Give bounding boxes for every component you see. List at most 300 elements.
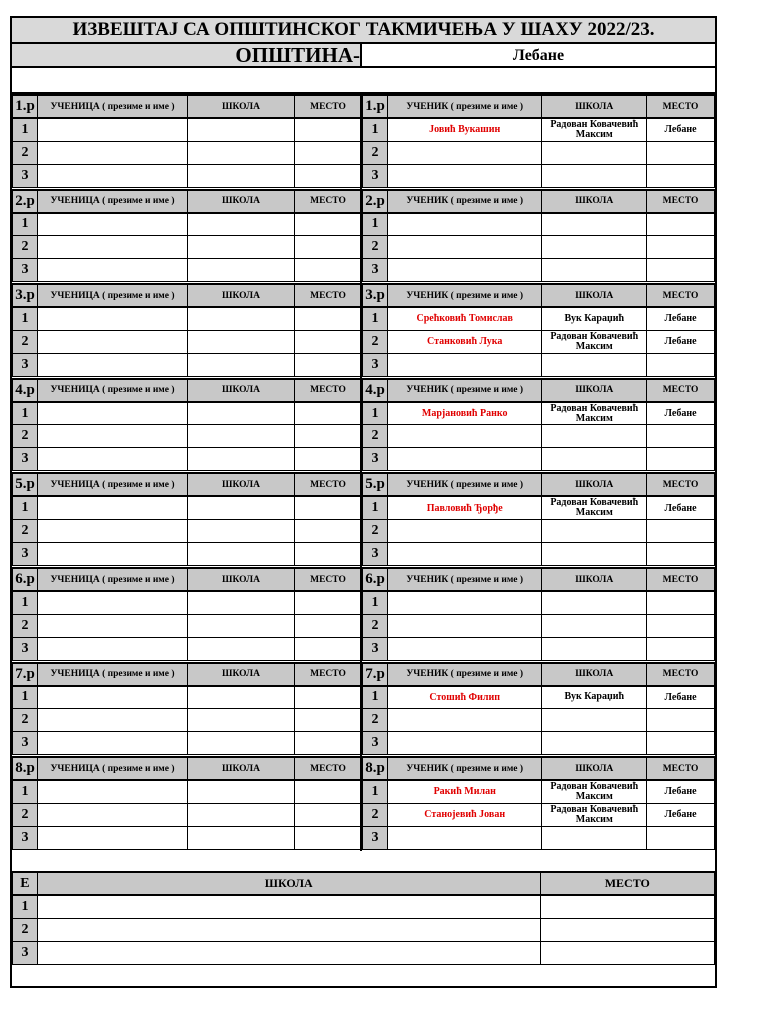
school-cell <box>542 164 647 187</box>
school-cell <box>542 519 647 542</box>
row-number: 1 <box>13 686 38 709</box>
place-cell <box>295 448 362 471</box>
grade-label: 2.р <box>363 190 388 213</box>
column-divider <box>360 189 362 284</box>
table-row <box>13 496 362 519</box>
municipality-label: ОПШТИНА- <box>12 44 362 68</box>
name-header: УЧЕНИЦА ( презиме и име ) <box>38 757 188 780</box>
place-header: МЕСТО <box>295 95 362 118</box>
school-cell <box>188 353 295 376</box>
place-cell <box>647 637 715 660</box>
table-row <box>363 519 715 542</box>
right-results-table <box>362 94 715 188</box>
place-cell <box>647 614 715 637</box>
municipality-value: Лебане <box>362 44 715 68</box>
place-cell <box>295 353 362 376</box>
place-cell <box>647 591 715 614</box>
place-cell <box>295 686 362 709</box>
row-number: 2 <box>13 236 38 259</box>
place-cell <box>647 448 715 471</box>
school-cell <box>188 732 295 755</box>
table-row <box>13 732 362 755</box>
table-row <box>363 732 715 755</box>
right-results-table <box>362 567 715 661</box>
place-header: МЕСТО <box>647 663 715 686</box>
row-number: 2 <box>363 803 388 826</box>
table-row <box>363 425 715 448</box>
student-name-cell <box>387 448 541 471</box>
place-header: МЕСТО <box>295 190 362 213</box>
table-row <box>13 895 715 918</box>
student-name-cell <box>387 542 541 565</box>
row-number: 3 <box>363 164 388 187</box>
place-cell <box>295 637 362 660</box>
right-results-table <box>362 756 715 850</box>
school-cell <box>188 164 295 187</box>
student-name-cell <box>38 591 188 614</box>
team-place-cell <box>540 941 714 964</box>
name-header: УЧЕНИК ( презиме и име ) <box>387 190 541 213</box>
place-cell: Лебане <box>647 330 715 353</box>
place-header: МЕСТО <box>295 473 362 496</box>
place-header: МЕСТО <box>647 568 715 591</box>
table-row <box>13 259 362 282</box>
place-cell <box>295 425 362 448</box>
student-name-cell <box>38 141 188 164</box>
school-cell: Радован Ковачевић Максим <box>542 402 647 425</box>
table-row <box>13 519 362 542</box>
school-cell <box>542 591 647 614</box>
header-row <box>363 190 715 213</box>
header-row <box>363 379 715 402</box>
grade-block <box>12 94 715 188</box>
school-cell <box>188 780 295 803</box>
report-sheet <box>10 16 717 988</box>
student-name-cell <box>387 732 541 755</box>
table-row <box>363 637 715 660</box>
school-cell <box>542 448 647 471</box>
grade-block <box>12 378 715 472</box>
place-cell <box>295 803 362 826</box>
student-name-cell <box>387 236 541 259</box>
grade-label: 3.р <box>363 284 388 307</box>
left-results-table <box>12 189 362 283</box>
row-number: 3 <box>13 259 38 282</box>
place-cell <box>295 213 362 236</box>
row-number: 3 <box>13 448 38 471</box>
column-divider <box>360 378 362 473</box>
name-header: УЧЕНИК ( презиме и име ) <box>387 473 541 496</box>
grade-label: 6.р <box>13 568 38 591</box>
row-number: 3 <box>13 542 38 565</box>
row-number: 3 <box>13 353 38 376</box>
row-number: 3 <box>363 542 388 565</box>
school-cell <box>542 637 647 660</box>
row-number: 2 <box>363 236 388 259</box>
school-header: ШКОЛА <box>188 663 295 686</box>
team-header-row <box>13 872 715 895</box>
school-header: ШКОЛА <box>542 95 647 118</box>
place-header: МЕСТО <box>647 190 715 213</box>
row-number: 3 <box>363 826 388 849</box>
student-name-cell <box>387 826 541 849</box>
grade-block <box>12 662 715 756</box>
grade-block <box>12 189 715 283</box>
row-number: 3 <box>13 637 38 660</box>
table-row <box>363 826 715 849</box>
place-cell: Лебане <box>647 118 715 141</box>
row-number: 1 <box>363 307 388 330</box>
team-label: Е <box>13 872 38 895</box>
student-name-cell <box>38 330 188 353</box>
table-row <box>13 330 362 353</box>
student-name-cell <box>387 353 541 376</box>
student-name-cell <box>38 425 188 448</box>
place-header: МЕСТО <box>647 473 715 496</box>
school-cell <box>188 803 295 826</box>
school-header: ШКОЛА <box>542 284 647 307</box>
school-cell <box>188 709 295 732</box>
grade-label: 4.р <box>13 379 38 402</box>
table-row <box>363 591 715 614</box>
place-cell <box>295 732 362 755</box>
table-row <box>13 918 715 941</box>
column-divider <box>360 567 362 662</box>
place-cell <box>647 709 715 732</box>
place-cell: Лебане <box>647 496 715 519</box>
grade-label: 8.р <box>363 757 388 780</box>
place-header: МЕСТО <box>295 568 362 591</box>
table-row <box>363 496 715 519</box>
team-school-cell <box>37 895 540 918</box>
header-row <box>13 95 362 118</box>
row-number: 1 <box>363 118 388 141</box>
place-cell <box>647 353 715 376</box>
table-row <box>363 118 715 141</box>
student-name-cell <box>38 307 188 330</box>
place-cell: Лебане <box>647 686 715 709</box>
student-name-cell <box>38 826 188 849</box>
student-name-cell <box>38 542 188 565</box>
place-cell: Лебане <box>647 780 715 803</box>
row-number: 2 <box>13 614 38 637</box>
place-cell <box>647 826 715 849</box>
left-results-table <box>12 378 362 472</box>
school-header: ШКОЛА <box>188 284 295 307</box>
school-cell <box>188 542 295 565</box>
grade-label: 8.р <box>13 757 38 780</box>
place-cell <box>295 614 362 637</box>
student-name-cell <box>38 213 188 236</box>
student-name-cell <box>387 614 541 637</box>
table-row <box>13 164 362 187</box>
place-cell <box>295 330 362 353</box>
row-number: 3 <box>363 259 388 282</box>
school-cell: Вук Караџић <box>542 686 647 709</box>
place-header: МЕСТО <box>295 757 362 780</box>
place-cell <box>647 213 715 236</box>
row-number: 2 <box>13 425 38 448</box>
grade-block <box>12 756 715 850</box>
row-number: 2 <box>363 425 388 448</box>
row-number: 1 <box>363 213 388 236</box>
student-name-cell <box>38 709 188 732</box>
school-cell <box>188 118 295 141</box>
table-row <box>13 637 362 660</box>
student-name-cell <box>387 591 541 614</box>
table-row <box>13 614 362 637</box>
table-row <box>363 353 715 376</box>
table-row <box>363 236 715 259</box>
place-cell <box>295 402 362 425</box>
header-row <box>363 757 715 780</box>
report-title: ИЗВЕШТАЈ СА ОПШТИНСКОГ ТАКМИЧЕЊА У ШАХУ 2022/23. <box>12 18 715 44</box>
school-cell <box>188 213 295 236</box>
student-name-cell: Стошић Филип <box>387 686 541 709</box>
row-number: 3 <box>363 637 388 660</box>
table-row <box>13 826 362 849</box>
table-row <box>13 542 362 565</box>
grade-label: 7.р <box>363 663 388 686</box>
student-name-cell: Станковић Лука <box>387 330 541 353</box>
left-results-table <box>12 567 362 661</box>
student-name-cell <box>38 353 188 376</box>
header-row <box>13 663 362 686</box>
table-row <box>363 330 715 353</box>
header-row <box>13 379 362 402</box>
table-row <box>13 686 362 709</box>
header-row <box>13 284 362 307</box>
student-name-cell <box>387 519 541 542</box>
row-number: 2 <box>13 803 38 826</box>
school-cell <box>542 141 647 164</box>
student-name-cell <box>387 637 541 660</box>
student-name-cell <box>38 637 188 660</box>
school-cell <box>542 425 647 448</box>
school-header: ШКОЛА <box>542 190 647 213</box>
name-header: УЧЕНИЦА ( презиме и име ) <box>38 379 188 402</box>
header-row <box>13 190 362 213</box>
student-name-cell <box>38 780 188 803</box>
place-cell <box>295 307 362 330</box>
grade-block <box>12 472 715 566</box>
school-header: ШКОЛА <box>188 95 295 118</box>
team-table <box>12 871 715 965</box>
table-row <box>363 402 715 425</box>
row-number: 2 <box>13 141 38 164</box>
spacer-row <box>12 68 715 94</box>
school-cell <box>542 732 647 755</box>
row-number: 3 <box>13 826 38 849</box>
school-header: ШКОЛА <box>542 757 647 780</box>
name-header: УЧЕНИЦА ( презиме и име ) <box>38 473 188 496</box>
table-row <box>363 213 715 236</box>
table-row <box>13 118 362 141</box>
header-row <box>363 663 715 686</box>
student-name-cell: Марјановић Ранко <box>387 402 541 425</box>
team-school-cell <box>37 941 540 964</box>
grade-label: 5.р <box>13 473 38 496</box>
place-cell <box>647 259 715 282</box>
student-name-cell <box>387 213 541 236</box>
grade-label: 7.р <box>13 663 38 686</box>
row-number: 1 <box>363 402 388 425</box>
name-header: УЧЕНИК ( презиме и име ) <box>387 379 541 402</box>
row-number: 2 <box>13 709 38 732</box>
name-header: УЧЕНИК ( презиме и име ) <box>387 757 541 780</box>
student-name-cell <box>38 164 188 187</box>
student-name-cell <box>387 425 541 448</box>
name-header: УЧЕНИЦА ( презиме и име ) <box>38 568 188 591</box>
table-row <box>363 259 715 282</box>
student-name-cell <box>38 118 188 141</box>
row-number: 1 <box>13 307 38 330</box>
column-divider <box>360 472 362 567</box>
student-name-cell: Срећковић Томислав <box>387 307 541 330</box>
name-header: УЧЕНИК ( презиме и име ) <box>387 663 541 686</box>
student-name-cell <box>38 402 188 425</box>
row-number: 3 <box>13 732 38 755</box>
table-row <box>363 141 715 164</box>
school-cell <box>188 141 295 164</box>
place-cell <box>647 141 715 164</box>
school-cell <box>542 709 647 732</box>
place-cell <box>295 236 362 259</box>
school-header: ШКОЛА <box>542 473 647 496</box>
column-divider <box>360 662 362 757</box>
place-cell <box>647 732 715 755</box>
row-number: 2 <box>363 519 388 542</box>
grade-block <box>12 283 715 377</box>
row-number: 1 <box>13 118 38 141</box>
school-cell <box>188 637 295 660</box>
team-school-header: ШКОЛА <box>37 872 540 895</box>
student-name-cell <box>387 709 541 732</box>
row-number: 2 <box>363 141 388 164</box>
school-cell <box>542 236 647 259</box>
school-header: ШКОЛА <box>542 568 647 591</box>
row-number: 3 <box>363 448 388 471</box>
place-header: МЕСТО <box>647 379 715 402</box>
school-cell: Радован Ковачевић Максим <box>542 496 647 519</box>
student-name-cell: Јовић Вукашин <box>387 118 541 141</box>
left-results-table <box>12 472 362 566</box>
row-number: 3 <box>363 353 388 376</box>
left-results-table <box>12 283 362 377</box>
table-row <box>13 141 362 164</box>
school-cell <box>542 614 647 637</box>
place-cell <box>295 164 362 187</box>
school-cell <box>542 213 647 236</box>
table-row <box>13 591 362 614</box>
table-row <box>363 542 715 565</box>
grade-block <box>12 567 715 661</box>
row-number: 3 <box>363 732 388 755</box>
student-name-cell <box>38 448 188 471</box>
place-header: МЕСТО <box>647 757 715 780</box>
left-results-table <box>12 662 362 756</box>
header-row <box>13 757 362 780</box>
grade-label: 5.р <box>363 473 388 496</box>
right-results-table <box>362 189 715 283</box>
school-cell <box>188 448 295 471</box>
school-cell: Радован Ковачевић Максим <box>542 803 647 826</box>
place-cell <box>295 780 362 803</box>
student-name-cell <box>38 519 188 542</box>
row-number: 2 <box>363 614 388 637</box>
school-header: ШКОЛА <box>188 379 295 402</box>
student-name-cell <box>38 686 188 709</box>
row-number: 2 <box>13 918 38 941</box>
table-row <box>13 709 362 732</box>
student-name-cell: Павловић Ђорђе <box>387 496 541 519</box>
school-cell <box>188 686 295 709</box>
place-cell <box>295 709 362 732</box>
school-cell <box>188 236 295 259</box>
place-cell <box>647 425 715 448</box>
school-cell <box>542 353 647 376</box>
student-name-cell <box>38 732 188 755</box>
table-row <box>363 780 715 803</box>
place-cell <box>647 164 715 187</box>
team-place-header: МЕСТО <box>540 872 714 895</box>
table-row <box>13 803 362 826</box>
right-results-table <box>362 378 715 472</box>
right-results-table <box>362 662 715 756</box>
school-cell: Радован Ковачевић Максим <box>542 118 647 141</box>
place-cell <box>295 542 362 565</box>
name-header: УЧЕНИЦА ( презиме и име ) <box>38 190 188 213</box>
place-header: МЕСТО <box>647 95 715 118</box>
row-number: 1 <box>13 402 38 425</box>
header-row <box>13 568 362 591</box>
column-divider <box>360 94 362 189</box>
table-row <box>13 780 362 803</box>
school-cell <box>188 307 295 330</box>
grade-label: 4.р <box>363 379 388 402</box>
row-number: 1 <box>13 496 38 519</box>
row-number: 1 <box>13 213 38 236</box>
student-name-cell: Станојевић Јован <box>387 803 541 826</box>
table-row <box>13 307 362 330</box>
row-number: 1 <box>13 591 38 614</box>
table-row <box>13 236 362 259</box>
place-header: МЕСТО <box>295 379 362 402</box>
school-cell <box>542 826 647 849</box>
school-cell <box>188 826 295 849</box>
place-cell <box>647 519 715 542</box>
table-row <box>13 941 715 964</box>
student-name-cell: Ракић Милан <box>387 780 541 803</box>
row-number: 3 <box>13 164 38 187</box>
row-number: 1 <box>363 780 388 803</box>
place-cell <box>295 259 362 282</box>
grade-label: 1.р <box>363 95 388 118</box>
place-header: МЕСТО <box>647 284 715 307</box>
name-header: УЧЕНИК ( презиме и име ) <box>387 568 541 591</box>
student-name-cell <box>387 259 541 282</box>
header-row <box>363 95 715 118</box>
header-row <box>13 473 362 496</box>
name-header: УЧЕНИК ( презиме и име ) <box>387 95 541 118</box>
table-row <box>13 353 362 376</box>
row-number: 1 <box>363 496 388 519</box>
place-cell: Лебане <box>647 402 715 425</box>
table-row <box>363 307 715 330</box>
place-header: МЕСТО <box>295 663 362 686</box>
name-header: УЧЕНИЦА ( презиме и име ) <box>38 663 188 686</box>
school-cell <box>542 259 647 282</box>
